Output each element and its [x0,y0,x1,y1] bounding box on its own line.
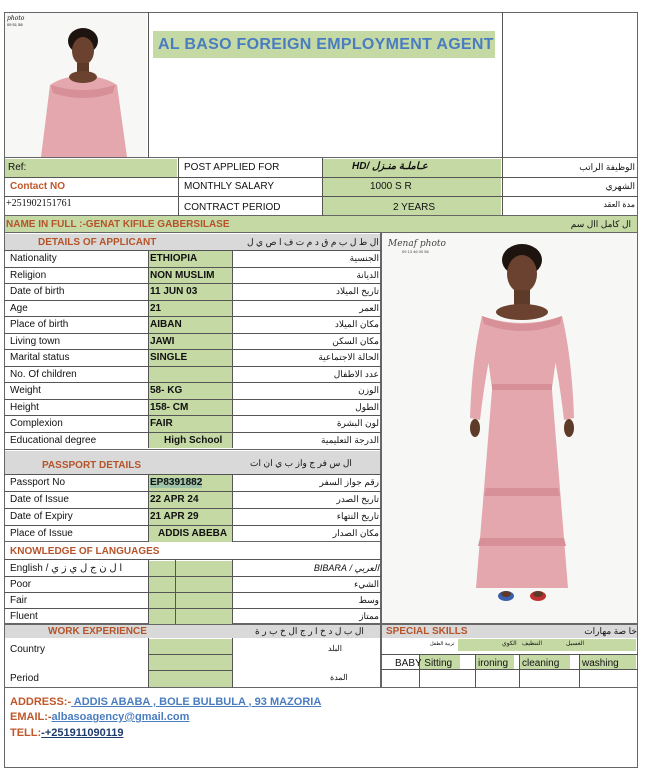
passport-field-ar: تاريخ النتهاء [336,511,379,521]
address-label: ADDRESS:- [10,696,72,708]
applicant-field-value: 21 [150,302,162,314]
email-line [10,712,189,723]
language-check-ar[interactable] [176,609,232,624]
passport-field-value: 21 APR 29 [150,511,199,522]
experience-country-ar: البلد [328,644,342,653]
applicant-section-label: DETAILS OF APPLICANT [38,237,157,248]
language-check-en[interactable] [149,593,175,608]
applicant-field-value: 11 JUN 03 [150,286,198,297]
applicant-field-label: No. Of children [10,368,77,380]
tel-value: -+251911090119 [41,727,124,739]
applicant-field-ar: تاريخ الميلاد [336,286,379,296]
applicant-field-label: Living town [10,335,61,347]
language-check-en[interactable] [149,577,175,592]
address-line [10,697,321,708]
language-label: Fluent [10,611,38,622]
applicant-field-label: Educational degree [10,434,97,446]
applicant-field-ar: الحالة الاجتماعية [318,352,379,362]
passport-field-label: Date of Issue [10,494,69,505]
tel-label: TELL: [10,727,42,739]
applicant-field-label: Marital status [10,352,70,363]
skills-section-ar: خا صة مهارات [584,626,637,636]
applicant-field-label: Weight [10,385,41,396]
salary-label: MONTHLY SALARY [184,181,275,192]
photo-stamp: photo [7,15,25,22]
passport-field-label: Date of Expiry [10,511,73,522]
passport-field-value: EP8391882 [150,477,203,488]
skills-ar-header-2: التنظيف [522,641,543,647]
applicant-field-value: High School [164,434,223,446]
email-value[interactable]: albasoagency@gmail.com [51,711,190,723]
skill-label: cleaning [522,658,560,669]
language-ar: ممتاز [359,611,379,621]
header-photo: photo 09 51 58 [5,13,147,157]
applicant-field-value: SINGLE [150,352,188,363]
experience-period-ar: المدة [330,673,348,682]
applicant-field-ar: مكان السكن [332,335,379,346]
passport-field-ar: تاريخ الصدر [336,494,379,504]
applicant-field-label: Place of birth [10,319,69,330]
passport-section-ar: ال س فر ج واز ب ي ان ات [250,458,352,468]
contact-value: +251902151761 [6,198,72,209]
post-label: POST APPLIED FOR [184,162,280,173]
applicant-field-ar: لون البشرة [336,418,379,428]
period-ar: مدة العقد [603,200,635,209]
applicant-value-cell [148,367,232,383]
experience-section-ar: ال ب ل د خ ا ر ج ال خ ب ر ة [255,626,364,636]
applicant-field-label: Nationality [10,253,57,264]
post-ar: الوظيفة الراتب [579,162,635,172]
passport-field-ar: مكان الصدار [332,528,379,538]
language-label: Poor [10,579,32,590]
salary-value: 1000 S R [370,181,412,192]
passport-field-label: Place of Issue [10,528,73,539]
language-check-ar[interactable] [176,577,232,592]
contact-label: Contact NO [10,181,65,192]
experience-country-label: Country [10,644,46,655]
skills-ar-sub: تربية الطفل [430,641,455,647]
applicant-field-label: Religion [10,269,47,281]
applicant-field-value: FAIR [150,418,173,429]
full-name-ar: ال كامل اال سم [570,219,631,229]
applicant-portrait-small [5,13,147,157]
passport-field-value: 22 APR 24 [150,494,199,505]
applicant-field-label: Age [10,302,28,314]
language-label: Fair [10,595,28,606]
language-check-en[interactable] [149,609,175,624]
language-ar: الشيء [353,579,379,589]
period-label: CONTRACT PERIOD [184,202,281,213]
language-label: English / ا ل ن ج ل ي ز ي [10,563,123,574]
language-ar: وسط [358,595,379,605]
languages-section-label: KNOWLEDGE OF LANGUAGES [10,546,160,557]
applicant-field-ar: الدرجة التعليمية [321,434,379,445]
email-label: EMAIL:- [10,711,52,723]
post-value: HD/ عـاملـة منـزل [352,161,428,172]
tel-line [10,728,123,739]
applicant-photo-stamp: Menaf photo [388,239,446,249]
applicant-field-label: Height [10,401,39,413]
applicant-field-ar: مكان الميلاد [334,319,379,329]
agency-title: AL BASO FOREIGN EMPLOYMENT AGENT [158,36,494,53]
applicant-field-ar: الوزن [358,385,379,395]
address-value: ADDIS ABABA , BOLE BULBULA , 93 MAZORIA [71,696,322,708]
applicant-field-label: Complexion [10,418,63,429]
skills-section-label: SPECIAL SKILLS [386,626,468,637]
skill-label: ironing [478,658,509,669]
applicant-portrait-large [420,238,620,618]
applicant-field-ar: الجنسية [349,253,379,263]
passport-field-ar: رقم جواز السفر [319,477,379,487]
skills-ar-header-1: الغسيل [566,641,585,647]
language-check-ar[interactable] [176,561,232,576]
applicant-field-label: Date of birth [10,286,65,297]
applicant-field-value: NON MUSLIM [150,269,215,281]
applicant-field-ar: الديانة [356,269,379,280]
passport-section-label: PASSPORT DETAILS [42,460,142,471]
passport-field-label: Passport No [10,477,66,488]
experience-period-label: Period [10,673,39,684]
language-check-ar[interactable] [176,593,232,608]
applicant-field-value: AIBAN [150,319,182,330]
skill-label: washing [582,658,619,669]
applicant-field-ar: عدد الاطفال [333,368,379,379]
applicant-photo-phone: 09 13 46 00 56 [402,249,429,254]
passport-field-value: ADDIS ABEBA [158,528,228,539]
language-check-en[interactable] [149,561,175,576]
ref-label: Ref: [8,162,27,173]
full-name: NAME IN FULL :-GENAT KIFILE GABERSILASE [6,219,230,230]
applicant-field-value: ETHIOPIA [150,253,198,264]
applicant-field-value: 58- KG [150,385,183,396]
language-ar: العربي / BIBARA [313,563,379,573]
skill-label: BABY Sitting [395,658,453,669]
applicant-field-ar: الطول [355,401,379,412]
applicant-field-value: 158- CM [150,401,189,413]
salary-ar: الشهري [605,181,635,191]
period-value: 2 YEARS [393,202,436,213]
experience-section-label: WORK EXPERIENCE [48,626,147,637]
skills-ar-header-3: الكوي [502,641,517,647]
applicant-field-ar: العمر [359,302,379,313]
applicant-section-ar: ال ط ل ب م ق د م ت ف ا ص ي ل [247,237,379,247]
applicant-field-value: JAWI [150,335,175,347]
